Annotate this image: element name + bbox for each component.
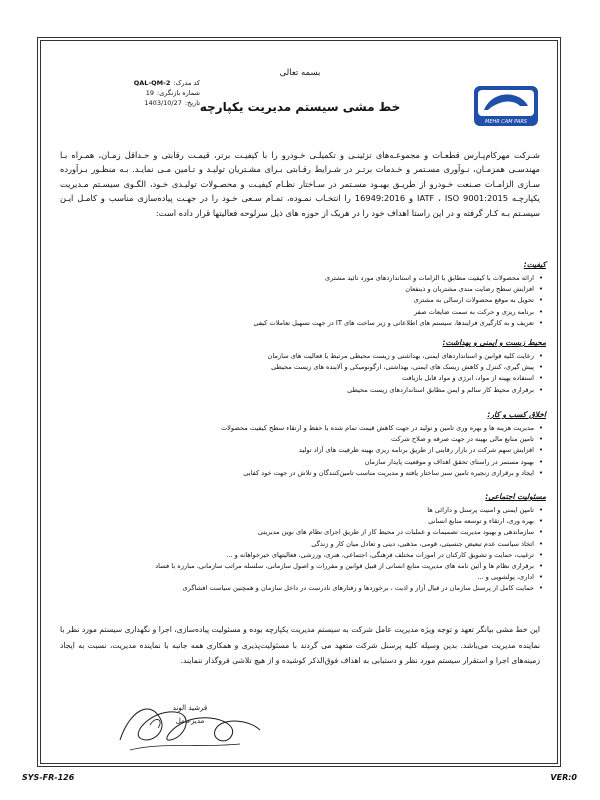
list-item: • بهبود مستمر در راستای تحقق اهداف و موقعیت پایدار سازمان: [60, 457, 546, 468]
footer-version: VER:0: [550, 773, 577, 782]
signer-role: مدیرعامل: [175, 717, 205, 725]
section-business-ethics: [60, 410, 546, 479]
revision-value: 19: [145, 89, 154, 97]
signer-block: [150, 702, 230, 728]
section-title: محیط زیست و ایمنی و بهداشت:: [442, 338, 546, 347]
logo-text: MEHR CAM PARS: [485, 119, 527, 125]
section-list: [60, 505, 546, 595]
section-title: مسئولیت اجتماعی:: [485, 492, 546, 501]
closing-paragraph: این خط مشی بیانگر تعهد و توجه ویژه مدیریت عامل شرکت به سیستم مدیریت یکپارچه بوده و مسئولیت پیاده‌سازی، اجرا و نگهداری سیستم مورد نظر با نماینده مدیریت می‌باشد. بدین وسیله کلیه پرسنل شرکت متعهد می گردند با مسئولیت‌پذیری و همکاری همه جانبه با نماینده مدیریت، نسبت به ایجاد زمینه‌های اجرا و استقرار سیستم مورد نظر و دستیابی به اهداف فوق‌الذکر کوشیده و از هیچ تلاشی فروگذار ننمایند.: [60, 625, 540, 666]
list-item: • استفاده بهینه از مواد، انرژی و مواد قابل بازیافت: [60, 373, 546, 384]
section-list: [60, 423, 546, 479]
section-hse: [60, 338, 546, 396]
doc-code-row: [70, 78, 200, 88]
section-title: اخلاق کسب و کار:: [487, 410, 546, 419]
list-item: • برنامه ریزی و حرکت به سمت ضایعات صفر: [60, 307, 546, 318]
document-meta: [70, 78, 200, 108]
list-item: • افزایش سطح رضایت مندی مشتریان و ذینفعان: [60, 284, 546, 295]
section-title: کیفیت:: [523, 260, 546, 269]
list-item: • اتخاذ سیاست عدم تبعیض جنسیتی، قومی، مذهبی، دینی و تعادل میان کار و زندگی: [60, 539, 546, 550]
list-item: • بهره وری، ارتقاء و توسعه منابع انسانی: [60, 516, 546, 527]
signer-name: فرشید الوند: [172, 704, 208, 712]
list-item: • سازماندهی و بهبود مدیریت تصمیمات و عملیات در محیط کار از طریق اجرای نظام های نوین مدیریتی: [60, 527, 546, 538]
intro-paragraph: شـرکت مهرکام‌پـارس قطعـات و مجموعـه‌های تزئینـی و تکمیلـی خـودرو را با کیفیـت برتر، قیمـت رقابتی و حـداقل زمـان، همـراه بـا مهندسـی همزمـان، نـوآوری مسـتمر و خـدمات برتـر در شـرایط رقـابتی بـرای مشـتریان تولیـد و تـامین مـی نمایـد. بـه منظـور بـرآورده سـازی الزامـات صـنعت خـودرو از طریـق بهبـود مسـتمر در سـاختار نظـام کیفیـت و محصـولات تولیـدی خـود، الگـوی سیسـتم مـدیریت یکپارچـه IATF ، ISO 9001:2015 و 16949:2016 را انتخـاب نمـوده، تمـام سـعی خـود را در جهـت پیاده‌سازی مناسب و کامـل ایـن سیسـتم بـه کـار گرفته و در این راستا اهداف خود را در هریک از حوزه های ذیل سرلوحه فعالیتها قرار داده است:: [60, 150, 540, 218]
list-item: • تامین منابع مالی بهینه در جهت صرفه و صلاح شرکت: [60, 434, 546, 445]
list-item: • تعریف و به کارگیری فرایندها، سیستم های اطلاعاتی و زیر ساخت های IT در جهت تسهیل تعاملات کیفی: [60, 318, 546, 329]
section-list: [60, 351, 546, 396]
list-item: • پیش گیری، کنترل و کاهش ریسک های ایمنی، بهداشتی، ارگونومیکی و آلاینده های زیست محیطی: [60, 362, 546, 373]
section-quality: [60, 260, 546, 329]
list-item: • رعایت کلیه قوانین و استانداردهای ایمنی، بهداشتی و زیست محیطی مرتبط با فعالیت های سازمان: [60, 351, 546, 362]
list-item: • مدیریت هزینه ها و بهره وری تامین و تولید در جهت کاهش قیمت تمام شده با حفظ و ارتقاء سطح کیفیت محصولات: [60, 423, 546, 434]
section-list: [60, 273, 546, 329]
doc-code-value: QAL-QM-2: [133, 79, 171, 87]
list-item: • حمایت کامل از پرسنل سازمان در قبال آزار و اذیت ، برخوردها و رفتارهای نادرست در داخل سازمان و همچنین سیاست افشاگری: [60, 583, 546, 594]
section-social-responsibility: [60, 492, 546, 595]
list-item: • ایجاد و برقراری زنجیره تامین سبز ساختار یافته و مدیریت مناسب تامین‌کنندگان و تلاش در جهت خود کفایی: [60, 468, 546, 479]
list-item: • برقراری محیط کار سالم و ایمن مطابق استانداردهای زیست محیطی: [60, 385, 546, 396]
list-item: • ترغیب، حمایت و تشویق کارکنان در امورات مختلف فرهنگی، اجتماعی، هنری، ورزشی، فعالیتهای خیرخواهانه و ...: [60, 550, 546, 561]
list-item: • ارائه محصولات با کیفیت مطابق با الزامات و استانداردهای مورد تائید مشتری: [60, 273, 546, 284]
list-item: • تامین ایمنی و امنیت پرسنل و دارائی ها: [60, 505, 546, 516]
document-title: خط مشی سیستم مدیریت یکپارچه: [199, 100, 401, 114]
date-value: 1403/10/27: [144, 99, 182, 107]
list-item: • اداری، پولشویی و ...: [60, 572, 546, 583]
doc-code-label: کد مدرک:: [173, 79, 200, 87]
date-row: [70, 98, 200, 108]
revision-label: شماره بازنگری:: [157, 89, 200, 97]
list-item: • تحویل به موقع محصولات ارسالی به مشتری: [60, 295, 546, 306]
revision-row: [70, 88, 200, 98]
bismillah-heading: بسمه تعالی: [279, 68, 321, 78]
logo-emblem-icon: [470, 70, 542, 140]
list-item: • افزایش سهم شرکت در بازار رقابتی از طریق برنامه ریزی بهینه ظرفیت های آزاد تولید: [60, 445, 546, 456]
company-logo: [470, 70, 542, 140]
date-label: تاریخ:: [184, 99, 200, 107]
footer-form-code: SYS-FR-126: [22, 773, 75, 782]
list-item: • برقراری نظام ها و آئین نامه های مدیریت منابع انسانی از قبیل قوانین و مقررات و اصول سازمانی، سلسله مراتب سازمانی، مبارزه با فساد: [60, 561, 546, 572]
